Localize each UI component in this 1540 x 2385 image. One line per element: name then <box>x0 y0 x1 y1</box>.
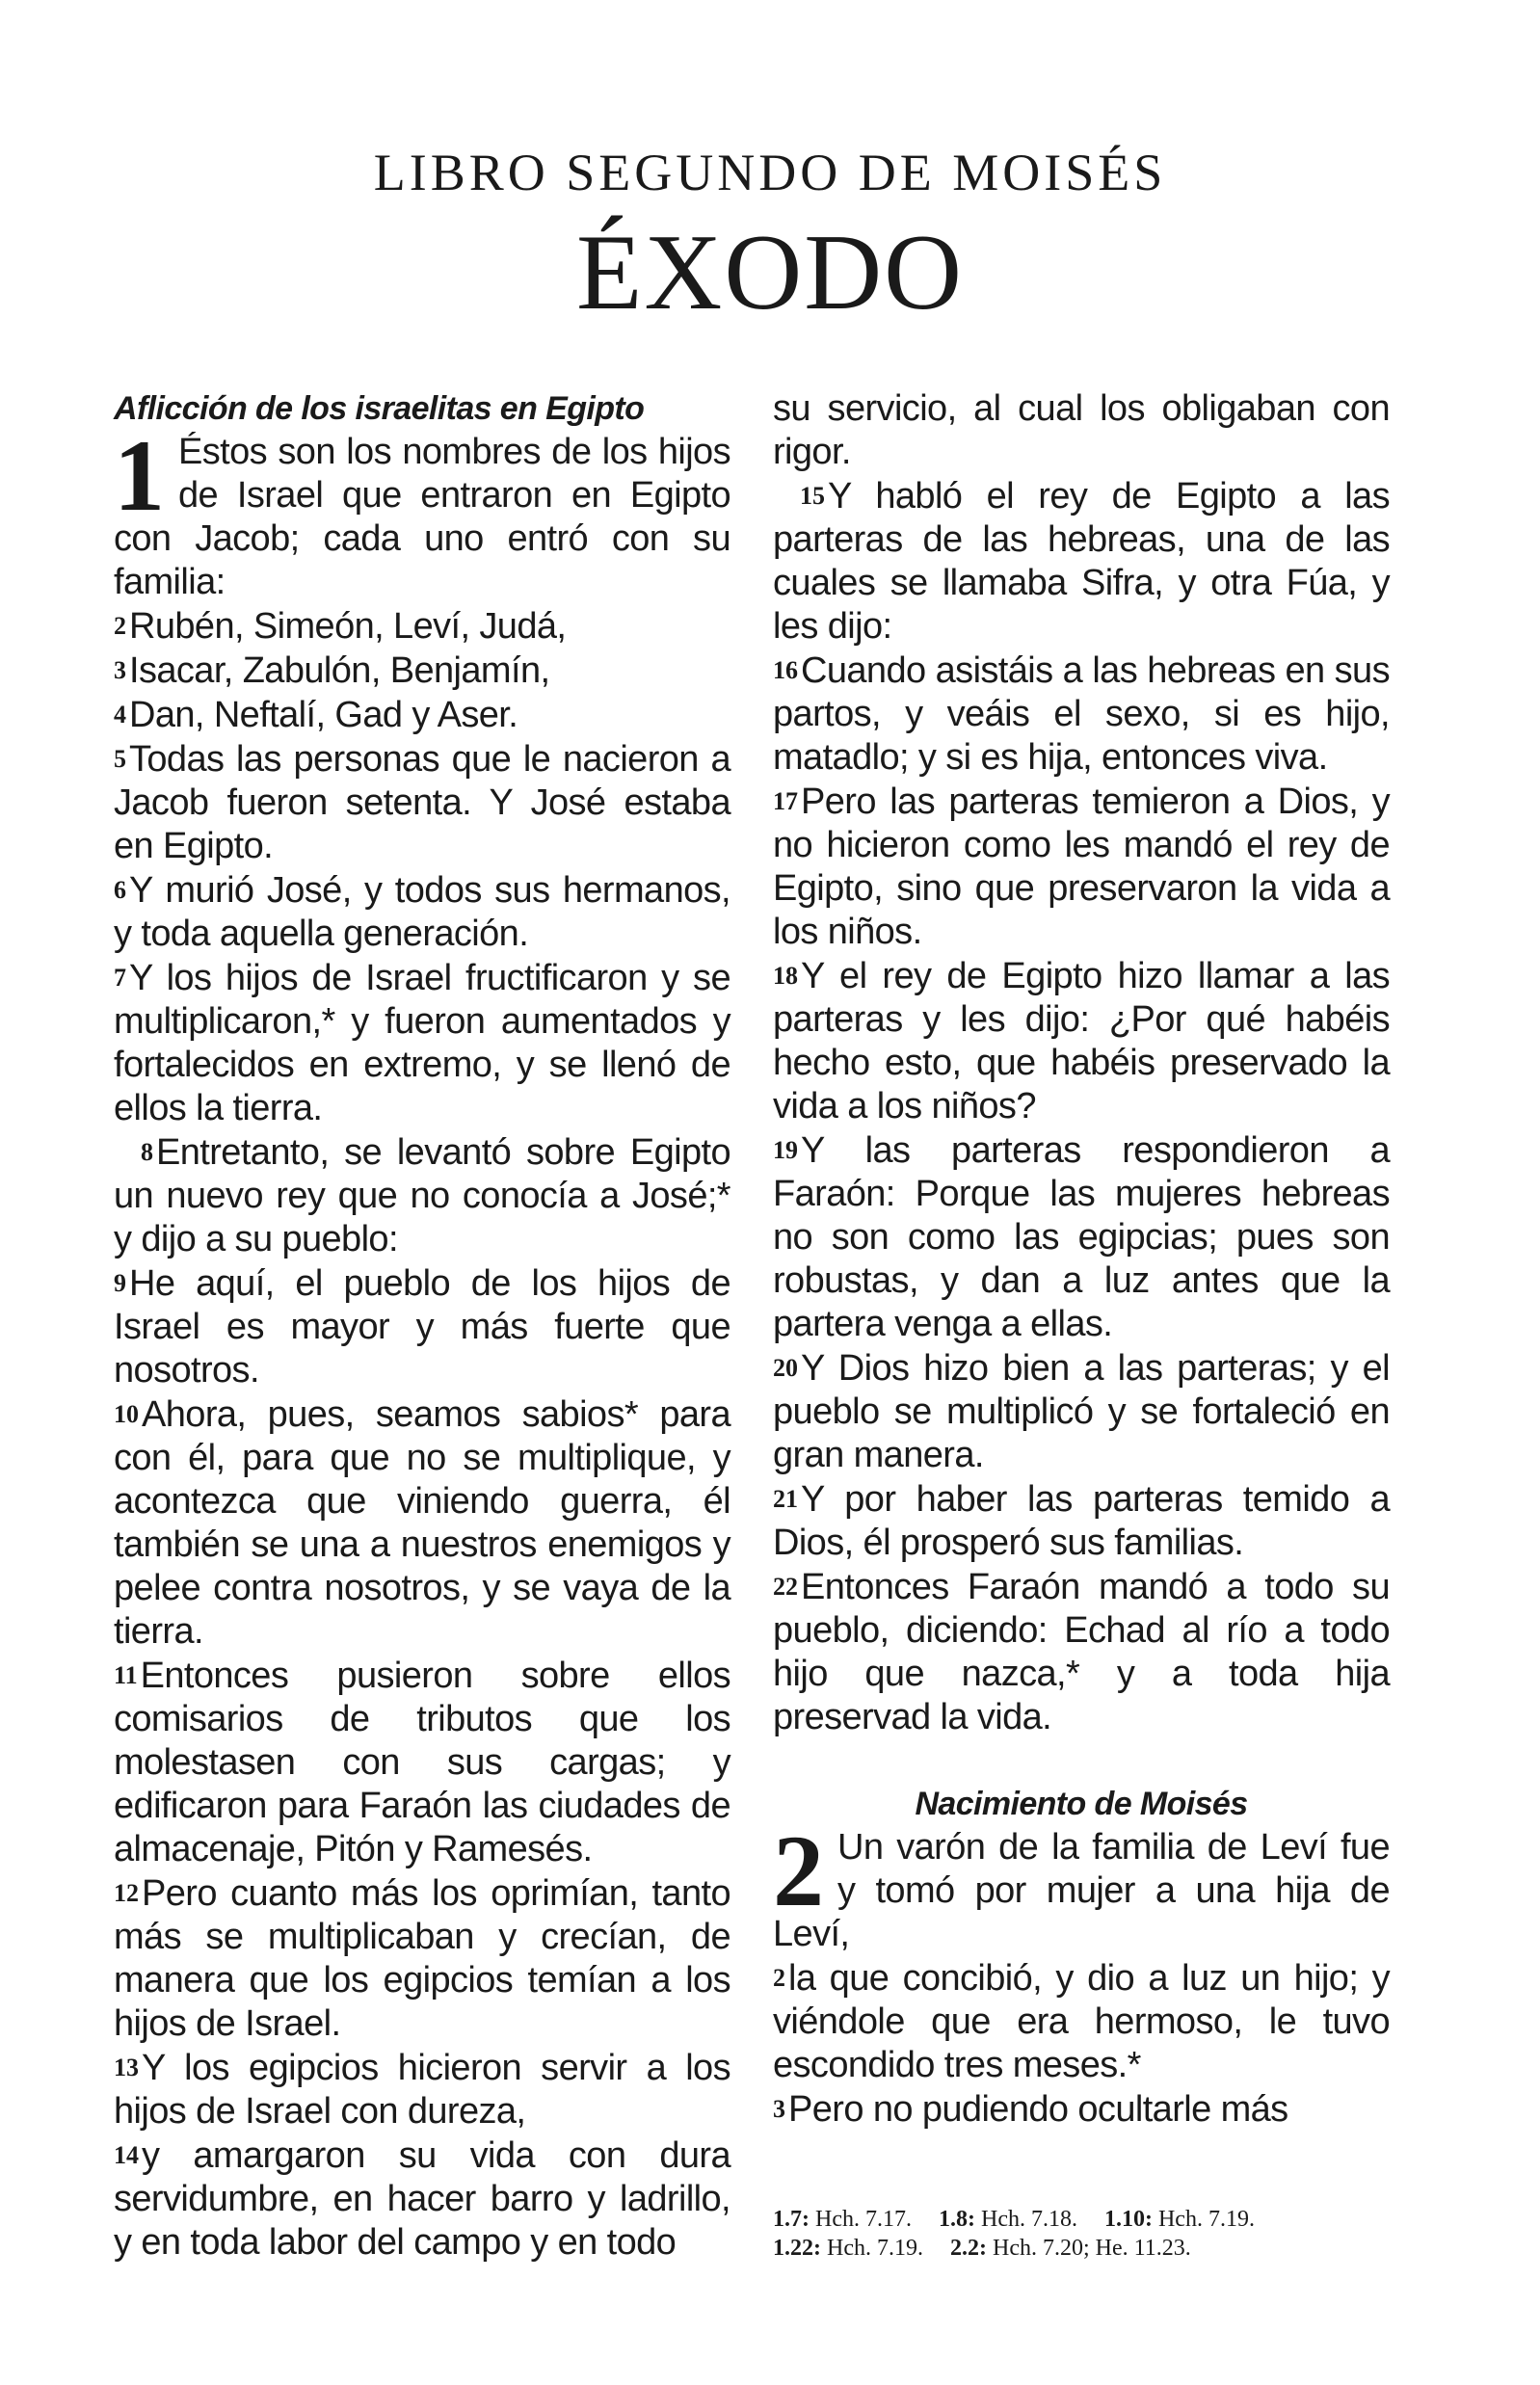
verse-1-15 <box>773 474 1390 649</box>
verse-number: 22 <box>773 1573 798 1601</box>
verse-text: Y los hijos de Israel fructificaron y se multiplicaron,* y fueron aumentados y fortalecidos en extremo, y se llenó de ellos la tierra. <box>114 958 730 1128</box>
footnote-text: Hch. 7.18. <box>980 2207 1077 2232</box>
footnote-ref: 2.2: <box>949 2236 987 2261</box>
verse-2-3 <box>773 2087 1390 2132</box>
verse-number: 13 <box>114 2054 139 2081</box>
verse-number: 4 <box>114 701 126 729</box>
verse-text: Entonces Faraón mandó a todo su pueblo, diciendo: Echad al río a todo hijo que nazca,* y a toda hija preservad la vida. <box>773 1567 1390 1737</box>
verse-number: 19 <box>773 1136 798 1164</box>
verse-text: Un varón de la familia de Leví fue y tomó por mujer a una hija de Leví, <box>773 1827 1390 1954</box>
verse-1-22 <box>773 1565 1390 1739</box>
verse-1-14-continued <box>773 387 1390 474</box>
verse-text: Y por haber las parteras temido a Dios, él prosperó sus familias. <box>773 1479 1390 1563</box>
book-subtitle: LIBRO SEGUNDO DE MOISÉS <box>373 144 1167 201</box>
verse-number: 3 <box>114 656 126 684</box>
verse-1-6 <box>114 868 730 956</box>
verse-1-3 <box>114 649 730 693</box>
verse-text: Y el rey de Egipto hizo llamar a las parteras y les dijo: ¿Por qué habéis hecho esto, que habéis preservado la vida a los niños? <box>773 956 1390 1126</box>
footnote <box>950 2236 1191 2261</box>
verse-1-14 <box>114 2133 730 2265</box>
verse-1-18 <box>773 954 1390 1128</box>
verse-number: 18 <box>773 962 798 990</box>
verse-number: 2 <box>114 612 126 640</box>
right-column <box>773 387 1390 2132</box>
verse-number: 8 <box>141 1138 153 1166</box>
footnote-ref: 1.10: <box>1103 2207 1153 2232</box>
verse-text: y amargaron su vida con dura servidumbre, en hacer barro y ladrillo, y en toda labor del campo y en todo <box>114 2135 730 2263</box>
verse-text: Pero cuanto más los oprimían, tanto más se multiplicaban y crecían, de manera que los egipcios temían a los hijos de Israel. <box>114 1873 730 2044</box>
chapter-number: 2 <box>773 1815 824 1927</box>
verse-number: 9 <box>114 1269 126 1297</box>
verse-number: 3 <box>773 2095 785 2123</box>
verse-1-7 <box>114 956 730 1130</box>
verse-1-10 <box>114 1392 730 1654</box>
verse-number: 11 <box>114 1661 138 1689</box>
verse-1-2 <box>114 604 730 649</box>
verse-text: Y murió José, y todos sus hermanos, y toda aquella generación. <box>114 870 730 954</box>
book-title: ÉXODO <box>576 213 964 333</box>
verse-text: He aquí, el pueblo de los hijos de Israel es mayor y más fuerte que nosotros. <box>114 1263 730 1391</box>
footnote-line <box>773 2234 1390 2263</box>
page-header <box>0 145 1540 331</box>
verse-text: Dan, Neftalí, Gad y Aser. <box>129 695 518 735</box>
verse-1-11 <box>114 1654 730 1871</box>
verse-number: 12 <box>114 1879 139 1907</box>
verse-number: 14 <box>114 2141 139 2169</box>
verse-text: Isacar, Zabulón, Benjamín, <box>129 650 550 691</box>
verse-number: 16 <box>773 656 798 684</box>
verse-2-1 <box>773 1815 1390 1956</box>
verse-number: 21 <box>773 1485 798 1513</box>
chapter-number: 1 <box>114 419 165 532</box>
verse-1-13 <box>114 2046 730 2133</box>
verse-text: Éstos son los nombres de los hijos de Israel que entraron en Egipto con Jacob; cada uno entró con su familia: <box>114 432 730 602</box>
verse-1-9 <box>114 1261 730 1392</box>
verse-text: Todas las personas que le nacieron a Jacob fueron setenta. Y José estaba en Egipto. <box>114 739 730 866</box>
verse-number: 7 <box>114 964 126 992</box>
verse-1-8 <box>114 1130 730 1261</box>
verse-number: 17 <box>773 787 798 815</box>
verse-number: 6 <box>114 876 126 904</box>
verse-text: Pero las parteras temieron a Dios, y no hicieron como les mandó el rey de Egipto, sino que preservaron la vida a los niños. <box>773 782 1390 952</box>
verse-number: 5 <box>114 745 126 773</box>
footnote-text: Hch. 7.19. <box>827 2236 923 2261</box>
footnote-line <box>773 2205 1390 2234</box>
footnote-ref: 1.8: <box>938 2207 975 2232</box>
verse-text: Entretanto, se levantó sobre Egipto un nuevo rey que no conocía a José;* y dijo a su pueblo: <box>114 1132 730 1259</box>
verse-1-12 <box>114 1871 730 2046</box>
section-heading: Aflicción de los israelitas en Egipto <box>114 390 645 427</box>
footnote <box>939 2207 1077 2232</box>
verse-1-21 <box>773 1477 1390 1565</box>
verse-number: 10 <box>114 1400 139 1428</box>
verse-text: Y las parteras respondieron a Faraón: Porque las mujeres hebreas no son como las egipcias; pues son robustas, y dan a luz antes que la partera venga a ellas. <box>773 1130 1390 1344</box>
verse-2-2 <box>773 1956 1390 2087</box>
verse-1-20 <box>773 1346 1390 1477</box>
verse-text: su servicio, al cual los obligaban con rigor. <box>773 388 1390 472</box>
verse-1-1 <box>114 419 730 604</box>
verse-text: Pero no pudiendo ocultarle más <box>788 2089 1288 2130</box>
verse-text: Y los egipcios hicieron servir a los hijos de Israel con dureza, <box>114 2048 730 2132</box>
verse-number: 2 <box>773 1964 785 1992</box>
verse-text: Rubén, Simeón, Leví, Judá, <box>129 606 567 647</box>
footnote <box>773 2236 923 2261</box>
verse-1-17 <box>773 780 1390 954</box>
footnote-text: Hch. 7.19. <box>1157 2207 1255 2232</box>
footnote <box>773 2207 912 2232</box>
footnote-ref: 1.7: <box>773 2207 810 2232</box>
footnote-text: Hch. 7.17. <box>815 2207 912 2232</box>
footnote-text: Hch. 7.20; He. 11.23. <box>992 2236 1191 2261</box>
verse-1-19 <box>773 1128 1390 1346</box>
verse-text: Entonces pusieron sobre ellos comisarios de tributos que los molestasen con sus cargas; y edificaron para Faraón las ciudades de almacenaje, Pitón y Ramesés. <box>114 1656 730 1869</box>
footnote <box>1104 2207 1255 2232</box>
verse-1-5 <box>114 737 730 868</box>
verse-text: Y Dios hizo bien a las parteras; y el pueblo se multiplicó y se fortaleció en gran manera. <box>773 1348 1390 1475</box>
section-heading: Nacimiento de Moisés <box>915 1786 1248 1822</box>
footnotes <box>773 2205 1390 2263</box>
verse-text: Cuando asistáis a las hebreas en sus partos, y veáis el sexo, si es hijo, matadlo; y si es hija, entonces viva. <box>773 650 1390 778</box>
verse-1-16 <box>773 649 1390 780</box>
left-column <box>114 387 730 2265</box>
verse-1-4 <box>114 693 730 737</box>
footnote-ref: 1.22: <box>773 2236 821 2261</box>
verse-number: 15 <box>800 482 825 510</box>
verse-text: la que concibió, y dio a luz un hijo; y viéndole que era hermoso, le tuvo escondido tres meses.* <box>773 1958 1390 2085</box>
verse-text: Ahora, pues, seamos sabios* para con él, para que no se multiplique, y acontezca que viniendo guerra, él también se una a nuestros enemigos y pelee contra nosotros, y se vaya de la tierra. <box>114 1394 730 1652</box>
verse-number: 20 <box>773 1354 798 1382</box>
verse-text: Y habló el rey de Egipto a las parteras de las hebreas, una de las cuales se llamaba Sifra, y otra Fúa, y les dijo: <box>773 476 1390 647</box>
